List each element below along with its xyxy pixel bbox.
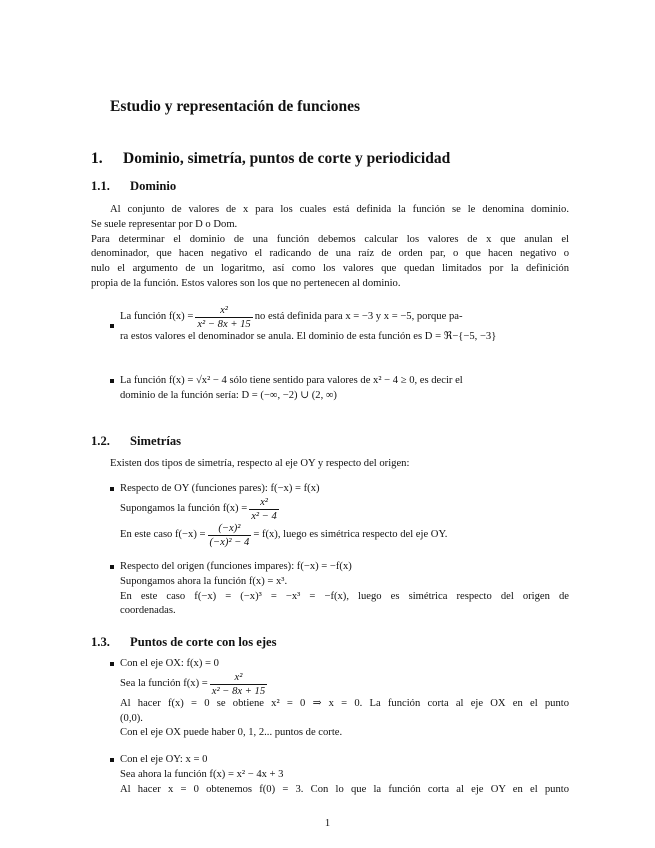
bullet-icon — [110, 379, 114, 383]
fraction — [249, 497, 279, 522]
subsection-title: Puntos de corte con los ejes — [130, 635, 277, 649]
list-item — [120, 374, 569, 404]
subsection-1-3-heading — [91, 635, 277, 650]
text-line: La función f(x) = √x² − 4 sólo tiene sentido para valores de x² − 4 ≥ 0, es decir el — [120, 375, 463, 386]
document-title: Estudio y representación de funciones — [110, 98, 361, 115]
list-item — [120, 657, 569, 741]
list-item — [120, 305, 569, 345]
section-1-heading — [91, 150, 450, 168]
text-line: Supongamos ahora la función f(x) = x³. — [120, 575, 288, 587]
text-line: dominio de la función sería: D = (−∞, −2) ∪ (2, ∞) — [120, 389, 337, 401]
text-line: Respecto de OY (funciones pares): f(−x) = f(x) — [120, 483, 320, 494]
text-line: denominador, que hacen negativo el radicando de una raíz de orden par, o que hacen negativo o — [91, 248, 569, 260]
fraction-numerator: x² — [249, 497, 279, 510]
fraction-numerator: x² — [195, 305, 252, 318]
list-item — [120, 753, 569, 797]
simetrias-intro: Existen dos tipos de simetría, respecto al eje OY y respecto del origen: — [110, 458, 410, 469]
section-number: 1. — [91, 150, 103, 167]
subsection-number: 1.2. — [91, 434, 110, 448]
text-fragment: La función f(x) = — [120, 311, 194, 323]
subsection-title: Simetrías — [130, 434, 182, 448]
fraction-numerator: x² — [210, 672, 267, 685]
bullet-icon — [110, 758, 114, 762]
section-title: Dominio, simetría, puntos de corte y periodicidad — [123, 150, 451, 167]
fraction — [195, 305, 252, 330]
text-line: Con el eje OY: x = 0 — [120, 754, 208, 765]
text-line: Al hacer x = 0 obtenemos f(0) = 3. Con lo que la función corta al eje OY en el punto — [120, 783, 569, 795]
fraction-denominator: x² − 4 — [251, 510, 277, 522]
subsection-title: Dominio — [130, 179, 177, 193]
text-fragment: Sea la función f(x) = — [120, 677, 208, 689]
text-line: Con el eje OX puede haber 0, 1, 2... puntos de corte. — [120, 727, 343, 739]
dominio-paragraph — [91, 203, 569, 292]
text-line: Para determinar el dominio de una función debemos calcular los valores de x que anulan el — [91, 233, 569, 245]
subsection-1-1-heading — [91, 179, 176, 194]
list-item — [120, 482, 569, 548]
fraction — [208, 523, 252, 548]
fraction-denominator: (−x)² − 4 — [209, 536, 250, 548]
text-line: ra estos valores el denominador se anula. El dominio de esta función es D = ℜ−{−5, −3} — [120, 331, 497, 342]
text-line: nulo el argumento de un logaritmo, así como los valores que quedan limitados por la definición — [91, 263, 569, 275]
text-line: Al hacer f(x) = 0 se obtiene x² = 0 ⇒ x = 0. La función corta al eje OX en el punto — [120, 697, 569, 709]
text-line: propia de la función. Estos valores son los que no pertenecen al dominio. — [91, 277, 401, 289]
text-line: Se suele representar por D o Dom. — [91, 218, 238, 230]
bullet-icon — [110, 324, 114, 328]
text-line: (0,0). — [120, 712, 143, 724]
bullet-icon — [110, 565, 114, 569]
fraction — [210, 672, 267, 697]
text-fragment: = f(x), luego es simétrica respecto del eje OY. — [253, 528, 448, 540]
text-line: Al conjunto de valores de x para los cuales está definida la función se le denomina dominio. — [110, 204, 569, 215]
text-line: En este caso f(−x) = (−x)³ = −x³ = −f(x), luego es simétrica respecto del origen de — [120, 590, 569, 602]
text-line: coordenadas. — [120, 605, 176, 617]
text-line: Con el eje OX: f(x) = 0 — [120, 658, 219, 669]
bullet-icon — [110, 487, 114, 491]
fraction-denominator: x² − 8x + 15 — [197, 319, 251, 330]
bullet-icon — [110, 662, 114, 666]
fraction-numerator: (−x)² — [208, 523, 252, 536]
subsection-1-2-heading — [91, 434, 181, 449]
text-fragment: Supongamos la función f(x) = — [120, 502, 248, 514]
subsection-number: 1.3. — [91, 635, 110, 649]
fraction-denominator: x² − 8x + 15 — [211, 685, 266, 697]
text-fragment: no está definida para x = −3 y x = −5, porque pa- — [254, 311, 463, 323]
text-line: Sea ahora la función f(x) = x² − 4x + 3 — [120, 768, 284, 780]
page-number: 1 — [324, 818, 331, 829]
text-line: Respecto del origen (funciones impares): f(−x) = −f(x) — [120, 561, 352, 572]
subsection-number: 1.1. — [91, 179, 110, 193]
text-fragment: En este caso f(−x) = — [120, 528, 206, 540]
list-item — [120, 560, 569, 619]
